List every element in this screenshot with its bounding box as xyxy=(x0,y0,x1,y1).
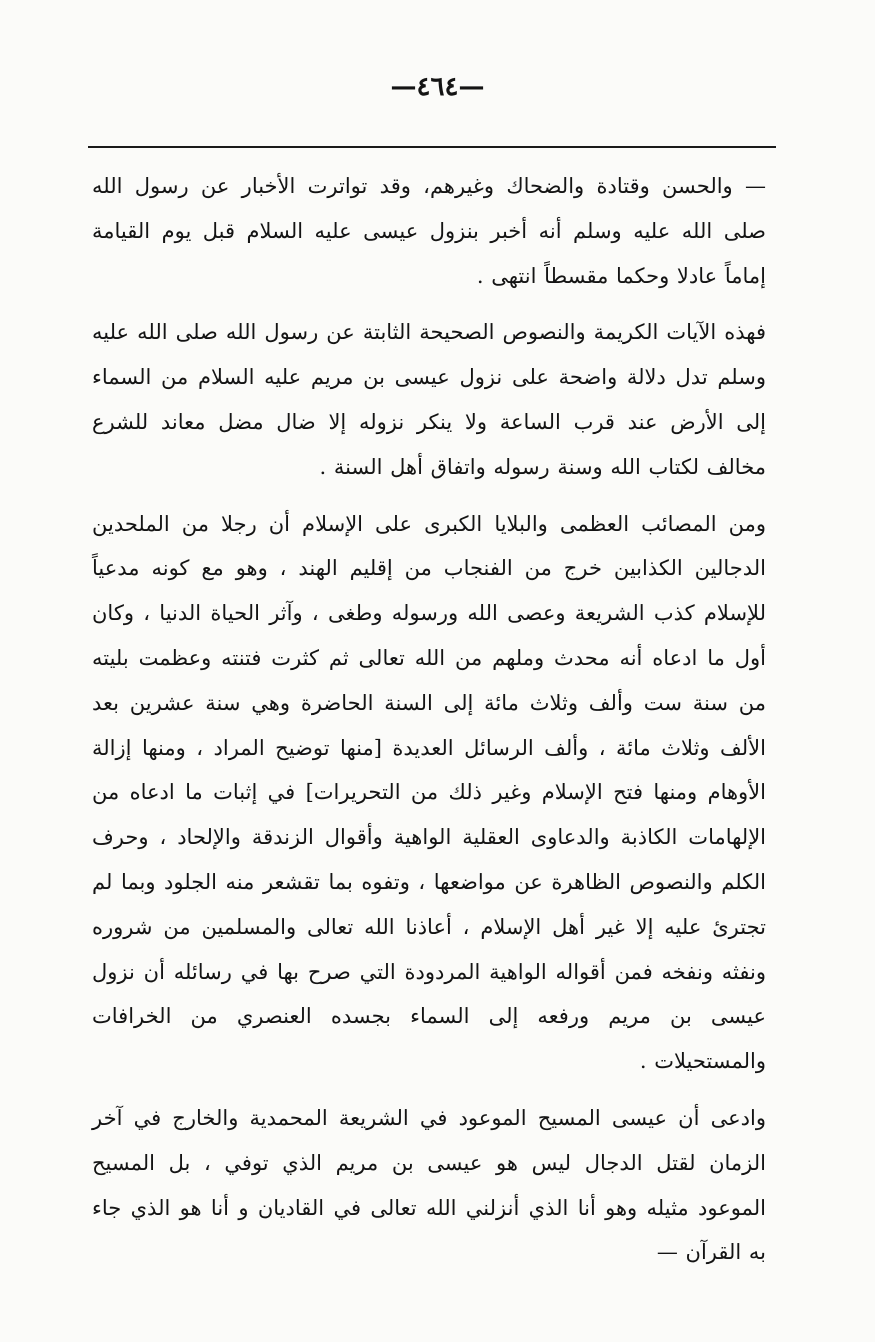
paragraph-2: فهذه الآيات الكريمة والنصوص الصحيحة الثابتة عن رسول الله صلى الله عليه وسلم تدل دلالة واضحة على نزول عيسى بن مريم عليه السلام من السماء إلى الأرض عند قرب الساعة ولا ينكر نزوله إلا ضال مضل معاند للشرع مخالف لكتاب الله وسنة رسوله واتفاق أهل السنة . xyxy=(92,320,766,479)
paragraph-3: ومن المصائب العظمى والبلايا الكبرى على الإسلام أن رجلا من الملحدين الدجالين الكذابين خرج من الفنجاب من إقليم الهند ، وهو مع كونه مدعياً للإسلام كذب الشريعة وعصى الله ورسوله وطغى ، وآثر الحياة الدنيا ، وكان أول ما ادعاه أنه محدث وملهم من الله تعالى ثم كثرت فتنته وعظمت بليته من سنة ست وألف وثلاث مائة إلى السنة الحاضرة وهي سنة عشرين بعد الألف وثلاث مائة ، وألف الرسائل العديدة [منها توضيح المراد ، ومنها إزالة الأوهام ومنها فتح الإسلام وغير ذلك من التحريرات] في إثبات ما ادعاه من الإلهامات الكاذبة والدعاوى العقلية الواهية وأقوال الزندقة والإلحاد ، وحرف الكلم والنصوص الظاهرة عن مواضعها ، وتفوه بما تقشعر منه الجلود وبما لم تجترئ عليه إلا غير أهل الإسلام ، أعاذنا الله تعالى والمسلمين من شروره ونفثه ونفخه فمن أقواله الواهية المردودة التي صرح بها في رسائله أن نزول عيسى بن مريم ورفعه إلى السماء بجسده العنصري من الخرافات والمستحيلات . xyxy=(92,511,766,1074)
body-text xyxy=(92,164,766,1275)
page-number: —٤٦٤— xyxy=(390,72,485,102)
header-rule xyxy=(88,146,776,148)
paragraph-1: — والحسن وقتادة والضحاك وغيرهم، وقد تواترت الأخبار عن رسول الله صلى الله عليه وسلم أنه أخبر بنزول عيسى عليه السلام قبل يوم القيامة إماماً عادلا وحكما مقسطاً انتهى . xyxy=(92,174,766,288)
paragraph-4: وادعى أن عيسى المسيح الموعود في الشريعة المحمدية والخارج في آخر الزمان لقتل الدجال ليس هو عيسى بن مريم الذي توفي ، بل المسيح الموعود مثيله وهو أنا الذي أنزلني الله تعالى في القاديان و أنا هو الذي جاء به القرآن — xyxy=(92,1105,766,1265)
